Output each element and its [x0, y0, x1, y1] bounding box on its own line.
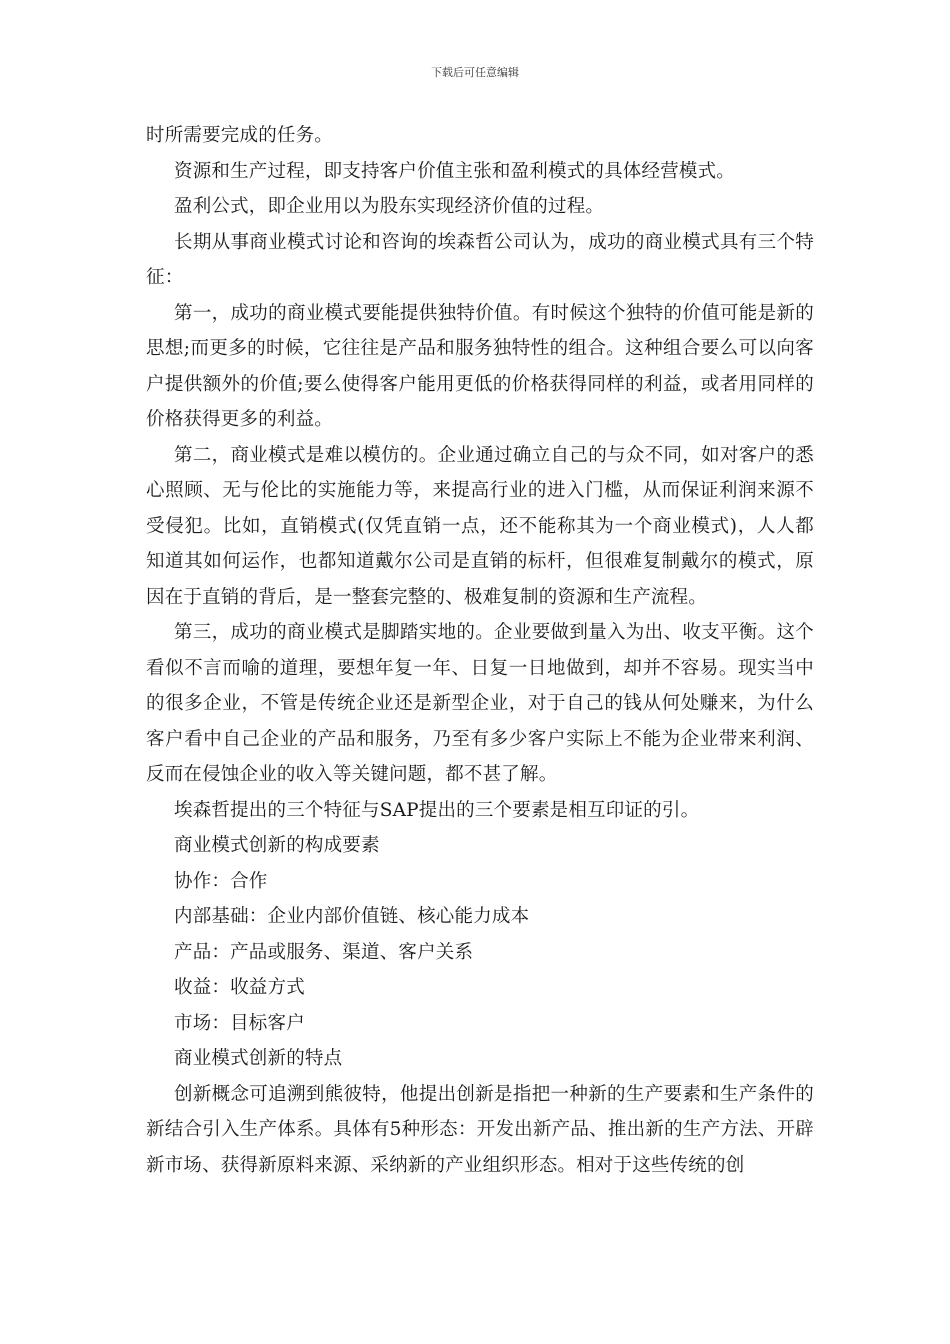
document-body: [146, 118, 814, 1183]
paragraph: 创新概念可追溯到熊彼特，他提出创新是指把一种新的生产要素和生产条件的新结合引入生产体系。具体有5种形态：开发出新产品、推出新的生产方法、开辟新市场、获得新原料来源、采纳新的产业组织形态。相对于这些传统的创: [146, 1083, 814, 1176]
page-header: 下载后可任意编辑: [431, 66, 519, 79]
list-item: 市场：目标客户: [174, 1012, 305, 1034]
paragraph: 第二，商业模式是难以模仿的。企业通过确立自己的与众不同，如对客户的悉心照顾、无与伦比的实施能力等，来提高行业的进入门槛，从而保证利润来源不受侵犯。比如，直销模式(仅凭直销一点，还不能称其为一个商业模式)，人人都知道其如何运作，也都知道戴尔公司是直销的标杆，但很难复制戴尔的模式，原因在于直销的背后，是一整套完整的、极难复制的资源和生产流程。: [146, 444, 814, 608]
paragraph: 第一，成功的商业模式要能提供独特价值。有时候这个独特的价值可能是新的思想;而更多的时候，它往往是产品和服务独特性的组合。这种组合要么可以向客户提供额外的价值;要么使得客户能用更低的价格获得同样的利益，或者用同样的价格获得更多的利益。: [146, 302, 814, 430]
list-item: 协作：合作: [174, 870, 268, 892]
list-item: 内部基础：企业内部价值链、核心能力成本: [174, 906, 530, 927]
list-item: 产品：产品或服务、渠道、客户关系: [174, 941, 474, 963]
paragraph: 盈利公式，即企业用以为股东实现经济价值的过程。: [174, 196, 605, 217]
paragraph: 资源和生产过程，即支持客户价值主张和盈利模式的具体经营模式。: [174, 160, 736, 182]
paragraph: 埃森哲提出的三个特征与SAP提出的三个要素是相互印证的引。: [174, 799, 700, 821]
paragraph: 第三，成功的商业模式是脚踏实地的。企业要做到量入为出、收支平衡。这个看似不言而喻的道理，要想年复一年、日复一日地做到，却并不容易。现实当中的很多企业，不管是传统企业还是新型企业，对于自己的钱从何处赚来，为什么客户看中自己企业的产品和服务，乃至有多少客户实际上不能为企业带来利润、反而在侵蚀企业的收入等关键问题，都不甚了解。: [146, 622, 814, 785]
paragraph: 长期从事商业模式讨论和咨询的埃森哲公司认为，成功的商业模式具有三个特征：: [146, 231, 814, 288]
section-heading: 商业模式创新的特点: [174, 1048, 343, 1069]
section-heading: 商业模式创新的构成要素: [174, 835, 380, 856]
list-item: 收益：收益方式: [174, 977, 305, 998]
paragraph: 时所需要完成的任务。: [146, 125, 334, 146]
